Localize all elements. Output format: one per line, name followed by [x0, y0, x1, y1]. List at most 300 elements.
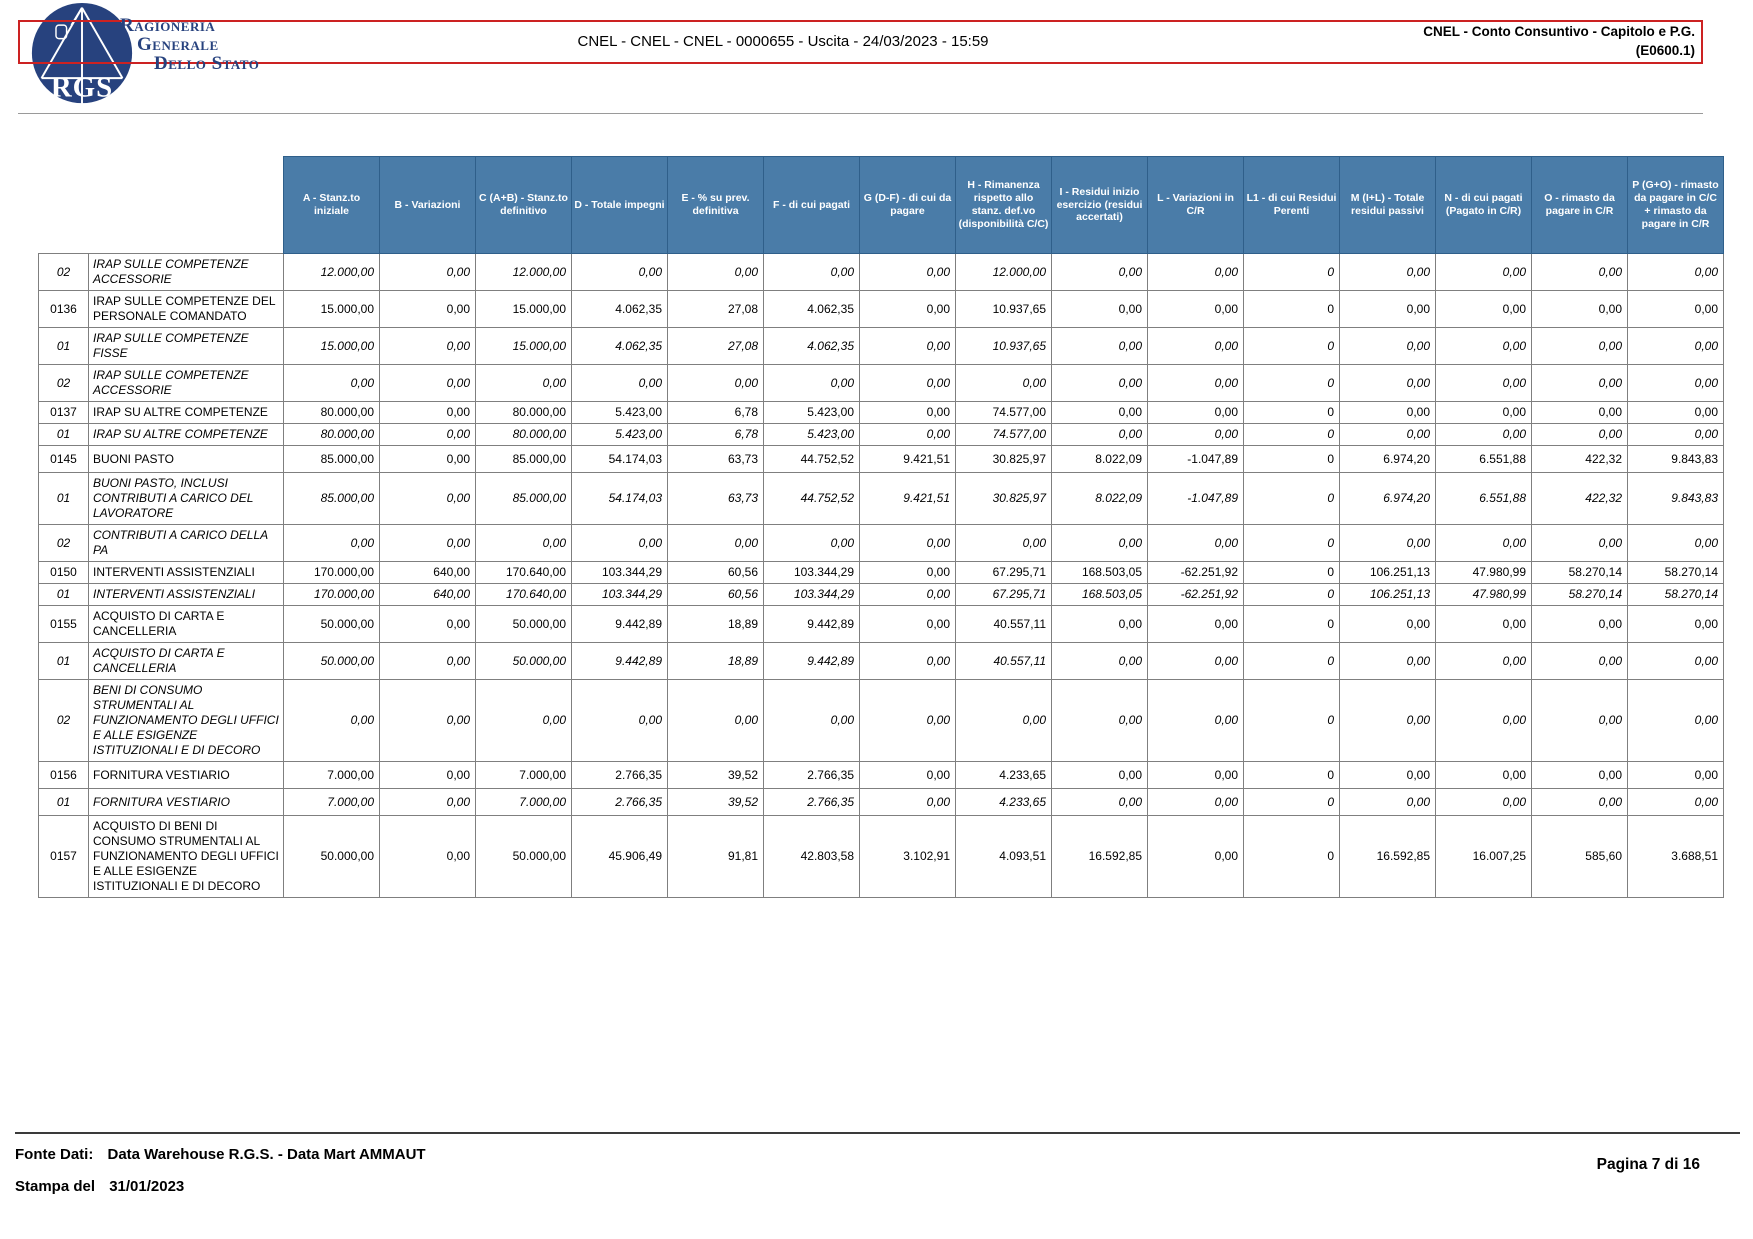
- data-cell: 54.174,03: [572, 473, 668, 525]
- data-cell: 40.557,11: [956, 606, 1052, 643]
- data-cell: 422,32: [1532, 446, 1628, 473]
- data-cell: 0,00: [1628, 424, 1724, 446]
- row-code: 0156: [39, 762, 89, 789]
- data-cell: 0: [1244, 789, 1340, 816]
- data-cell: 30.825,97: [956, 473, 1052, 525]
- row-description: ACQUISTO DI CARTA E CANCELLERIA: [89, 606, 284, 643]
- data-cell: 0,00: [860, 525, 956, 562]
- row-code: 02: [39, 365, 89, 402]
- data-cell: 0: [1244, 816, 1340, 898]
- data-cell: 4.093,51: [956, 816, 1052, 898]
- data-cell: 0,00: [1532, 254, 1628, 291]
- data-cell: 0,00: [764, 365, 860, 402]
- data-cell: 0,00: [572, 525, 668, 562]
- data-cell: 0,00: [380, 789, 476, 816]
- column-header-12: N - di cui pagati (Pagato in C/R): [1436, 157, 1532, 254]
- data-cell: 0,00: [1532, 762, 1628, 789]
- data-cell: 0,00: [1340, 643, 1436, 680]
- data-cell: 47.980,99: [1436, 584, 1532, 606]
- data-cell: 0,00: [1628, 789, 1724, 816]
- fonte-dati-label: Fonte Dati:: [15, 1146, 94, 1163]
- data-cell: 9.442,89: [572, 606, 668, 643]
- data-cell: 9.421,51: [860, 473, 956, 525]
- row-code: 01: [39, 643, 89, 680]
- data-cell: 67.295,71: [956, 562, 1052, 584]
- data-cell: 0,00: [764, 680, 860, 762]
- data-cell: 9.421,51: [860, 446, 956, 473]
- data-cell: 50.000,00: [284, 816, 380, 898]
- data-cell: 7.000,00: [284, 762, 380, 789]
- data-cell: 0,00: [1148, 606, 1244, 643]
- data-cell: 0,00: [1628, 606, 1724, 643]
- fonte-dati: [15, 1146, 426, 1163]
- data-cell: 91,81: [668, 816, 764, 898]
- column-header-10: L1 - di cui Residui Perenti: [1244, 157, 1340, 254]
- data-cell: 0,00: [1436, 762, 1532, 789]
- data-cell: 44.752,52: [764, 446, 860, 473]
- data-cell: 54.174,03: [572, 446, 668, 473]
- data-cell: 0,00: [572, 365, 668, 402]
- stampa-del-value: 31/01/2023: [109, 1178, 185, 1195]
- data-cell: 0,00: [1436, 291, 1532, 328]
- data-cell: 0,00: [284, 680, 380, 762]
- data-cell: 85.000,00: [476, 473, 572, 525]
- data-cell: 0,00: [1148, 680, 1244, 762]
- row-description: INTERVENTI ASSISTENZIALI: [89, 562, 284, 584]
- row-description: IRAP SULLE COMPETENZE ACCESSORIE: [89, 365, 284, 402]
- table-row: [39, 525, 1724, 562]
- data-cell: -62.251,92: [1148, 562, 1244, 584]
- row-code: 01: [39, 789, 89, 816]
- data-cell: 2.766,35: [764, 762, 860, 789]
- data-cell: 0,00: [1628, 328, 1724, 365]
- data-cell: 0,00: [1436, 328, 1532, 365]
- data-cell: 80.000,00: [476, 402, 572, 424]
- data-cell: 106.251,13: [1340, 584, 1436, 606]
- data-cell: 0,00: [1340, 680, 1436, 762]
- data-cell: 58.270,14: [1628, 562, 1724, 584]
- column-header-5: F - di cui pagati: [764, 157, 860, 254]
- fonte-dati-value: Data Warehouse R.G.S. - Data Mart AMMAUT: [107, 1146, 426, 1163]
- data-cell: 0,00: [1340, 402, 1436, 424]
- row-description: FORNITURA VESTIARIO: [89, 789, 284, 816]
- data-cell: 0,00: [860, 643, 956, 680]
- row-code: 0137: [39, 402, 89, 424]
- table-row: [39, 291, 1724, 328]
- data-cell: 27,08: [668, 291, 764, 328]
- data-cell: 0,00: [572, 680, 668, 762]
- report-title-line1: CNEL - Conto Consuntivo - Capitolo e P.G.: [1423, 24, 1695, 39]
- row-description: IRAP SULLE COMPETENZE DEL PERSONALE COMANDATO: [89, 291, 284, 328]
- data-cell: 0,00: [1436, 680, 1532, 762]
- data-cell: 0,00: [380, 365, 476, 402]
- data-cell: 5.423,00: [764, 402, 860, 424]
- data-cell: 5.423,00: [764, 424, 860, 446]
- report-title: [1423, 22, 1695, 60]
- data-cell: 0,00: [1052, 254, 1148, 291]
- row-description: INTERVENTI ASSISTENZIALI: [89, 584, 284, 606]
- column-header-13: O - rimasto da pagare in C/R: [1532, 157, 1628, 254]
- data-cell: 0,00: [1148, 762, 1244, 789]
- data-cell: 0,00: [956, 680, 1052, 762]
- org-name-line3: Dello Stato: [154, 53, 260, 74]
- data-cell: 168.503,05: [1052, 562, 1148, 584]
- data-cell: 0,00: [380, 424, 476, 446]
- data-cell: 8.022,09: [1052, 446, 1148, 473]
- data-cell: 0,00: [860, 789, 956, 816]
- data-cell: 0,00: [1148, 402, 1244, 424]
- data-cell: 0,00: [1532, 402, 1628, 424]
- data-cell: 0,00: [1532, 328, 1628, 365]
- data-cell: 0,00: [1052, 643, 1148, 680]
- data-cell: 0,00: [380, 402, 476, 424]
- data-cell: 0,00: [1052, 525, 1148, 562]
- data-cell: 0,00: [1052, 762, 1148, 789]
- column-header-2: C (A+B) - Stanz.to definitivo: [476, 157, 572, 254]
- data-cell: 50.000,00: [284, 606, 380, 643]
- data-cell: 6.551,88: [1436, 473, 1532, 525]
- column-header-7: H - Rimanenza rispetto allo stanz. def.vo (disponibilità C/C): [956, 157, 1052, 254]
- data-cell: 0: [1244, 762, 1340, 789]
- org-name-line1: Ragioneria: [120, 15, 216, 36]
- data-cell: 15.000,00: [284, 291, 380, 328]
- data-cell: 0,00: [1436, 365, 1532, 402]
- data-cell: 0,00: [1532, 643, 1628, 680]
- row-code: 02: [39, 525, 89, 562]
- data-cell: 0,00: [668, 680, 764, 762]
- data-cell: 170.000,00: [284, 562, 380, 584]
- data-cell: 50.000,00: [476, 816, 572, 898]
- data-cell: 0,00: [1148, 328, 1244, 365]
- page-number: Pagina 7 di 16: [1596, 1156, 1700, 1173]
- row-description: IRAP SU ALTRE COMPETENZE: [89, 424, 284, 446]
- data-cell: 39,52: [668, 762, 764, 789]
- row-code: 01: [39, 584, 89, 606]
- data-cell: 42.803,58: [764, 816, 860, 898]
- data-cell: 0,00: [764, 254, 860, 291]
- data-cell: 0,00: [1532, 365, 1628, 402]
- data-cell: 0,00: [764, 525, 860, 562]
- data-cell: 0,00: [1148, 525, 1244, 562]
- data-cell: 640,00: [380, 562, 476, 584]
- table-row: [39, 789, 1724, 816]
- data-cell: 0: [1244, 606, 1340, 643]
- row-code: 01: [39, 473, 89, 525]
- data-cell: 0,00: [860, 606, 956, 643]
- data-cell: 18,89: [668, 606, 764, 643]
- data-cell: 4.233,65: [956, 762, 1052, 789]
- data-cell: 0: [1244, 562, 1340, 584]
- data-cell: 0,00: [1532, 424, 1628, 446]
- data-cell: 0,00: [1628, 525, 1724, 562]
- data-cell: 58.270,14: [1628, 584, 1724, 606]
- data-cell: 3.688,51: [1628, 816, 1724, 898]
- report-table-container: [38, 156, 1724, 898]
- table-row: [39, 402, 1724, 424]
- data-cell: 47.980,99: [1436, 562, 1532, 584]
- column-header-4: E - % su prev. definitiva: [668, 157, 764, 254]
- row-code: 02: [39, 680, 89, 762]
- row-code: 0157: [39, 816, 89, 898]
- data-cell: 0,00: [1148, 424, 1244, 446]
- data-cell: 103.344,29: [572, 584, 668, 606]
- data-cell: 0,00: [1436, 525, 1532, 562]
- data-cell: 0,00: [1532, 789, 1628, 816]
- row-code: 0145: [39, 446, 89, 473]
- table-row: [39, 365, 1724, 402]
- data-cell: 50.000,00: [476, 643, 572, 680]
- data-cell: 10.937,65: [956, 328, 1052, 365]
- row-description: IRAP SULLE COMPETENZE ACCESSORIE: [89, 254, 284, 291]
- data-cell: 0: [1244, 254, 1340, 291]
- data-cell: 0,00: [860, 365, 956, 402]
- data-cell: 15.000,00: [476, 328, 572, 365]
- row-description: FORNITURA VESTIARIO: [89, 762, 284, 789]
- data-cell: 0: [1244, 424, 1340, 446]
- data-cell: 39,52: [668, 789, 764, 816]
- data-cell: 0,00: [284, 365, 380, 402]
- column-header-11: M (I+L) - Totale residui passivi: [1340, 157, 1436, 254]
- data-cell: 0,00: [1340, 328, 1436, 365]
- data-cell: 0,00: [860, 584, 956, 606]
- data-cell: 2.766,35: [572, 762, 668, 789]
- description-column-header: [89, 157, 284, 254]
- header-divider: [18, 113, 1703, 114]
- footer-divider: [15, 1132, 1740, 1134]
- data-cell: 0,00: [668, 254, 764, 291]
- row-description: ACQUISTO DI BENI DI CONSUMO STRUMENTALI AL FUNZIONAMENTO DEGLI UFFICI E ALLE ESIGENZE ISTITUZIONALI E DI DECORO: [89, 816, 284, 898]
- data-cell: 0,00: [860, 402, 956, 424]
- data-cell: 0,00: [476, 680, 572, 762]
- data-cell: 0,00: [1148, 254, 1244, 291]
- data-cell: 0,00: [380, 525, 476, 562]
- row-description: ACQUISTO DI CARTA E CANCELLERIA: [89, 643, 284, 680]
- report-title-line2: (E0600.1): [1635, 43, 1695, 58]
- column-header-8: I - Residui inizio esercizio (residui accertati): [1052, 157, 1148, 254]
- data-cell: 0,00: [1340, 606, 1436, 643]
- data-cell: 0,00: [380, 446, 476, 473]
- data-cell: 640,00: [380, 584, 476, 606]
- row-code: 0136: [39, 291, 89, 328]
- data-cell: 0,00: [1436, 254, 1532, 291]
- data-cell: 4.062,35: [764, 291, 860, 328]
- data-cell: 0,00: [860, 254, 956, 291]
- data-cell: 422,32: [1532, 473, 1628, 525]
- data-cell: 50.000,00: [476, 606, 572, 643]
- data-cell: 0,00: [1628, 762, 1724, 789]
- data-cell: 3.102,91: [860, 816, 956, 898]
- stampa-del: [15, 1178, 184, 1195]
- data-cell: 12.000,00: [284, 254, 380, 291]
- data-cell: 0,00: [476, 525, 572, 562]
- data-cell: 0,00: [1532, 291, 1628, 328]
- data-cell: 80.000,00: [476, 424, 572, 446]
- column-header-14: P (G+O) - rimasto da pagare in C/C + rimasto da pagare in C/R: [1628, 157, 1724, 254]
- table-row: [39, 584, 1724, 606]
- row-description: IRAP SU ALTRE COMPETENZE: [89, 402, 284, 424]
- data-cell: 58.270,14: [1532, 584, 1628, 606]
- data-cell: 0,00: [860, 762, 956, 789]
- data-cell: 0: [1244, 402, 1340, 424]
- data-cell: 0,00: [380, 254, 476, 291]
- document-title: CNEL - CNEL - CNEL - 0000655 - Uscita - 24/03/2023 - 15:59: [577, 33, 989, 50]
- data-cell: 0,00: [380, 816, 476, 898]
- data-cell: 0,00: [668, 365, 764, 402]
- data-cell: 0,00: [1532, 680, 1628, 762]
- data-cell: 9.442,89: [572, 643, 668, 680]
- data-cell: 0,00: [1052, 789, 1148, 816]
- data-cell: 103.344,29: [764, 584, 860, 606]
- data-cell: 0,00: [1628, 291, 1724, 328]
- data-cell: 0,00: [1052, 291, 1148, 328]
- data-cell: 0,00: [1052, 402, 1148, 424]
- data-cell: 0,00: [1052, 328, 1148, 365]
- row-code: 02: [39, 254, 89, 291]
- data-cell: 0: [1244, 584, 1340, 606]
- table-row: [39, 606, 1724, 643]
- data-cell: 0,00: [1148, 365, 1244, 402]
- data-cell: 0,00: [956, 525, 1052, 562]
- data-cell: 0,00: [1628, 402, 1724, 424]
- report-table: [38, 156, 1724, 898]
- table-row: [39, 680, 1724, 762]
- data-cell: 0,00: [860, 562, 956, 584]
- table-row: [39, 446, 1724, 473]
- data-cell: 0,00: [1340, 789, 1436, 816]
- data-cell: 9.442,89: [764, 606, 860, 643]
- data-cell: 0,00: [380, 606, 476, 643]
- data-cell: 0,00: [1436, 424, 1532, 446]
- data-cell: 0,00: [1628, 365, 1724, 402]
- data-cell: 40.557,11: [956, 643, 1052, 680]
- data-cell: 0,00: [1628, 254, 1724, 291]
- data-cell: 0,00: [380, 328, 476, 365]
- column-header-9: L - Variazioni in C/R: [1148, 157, 1244, 254]
- data-cell: 60,56: [668, 584, 764, 606]
- data-cell: 2.766,35: [764, 789, 860, 816]
- data-cell: 6.551,88: [1436, 446, 1532, 473]
- data-cell: 9.843,83: [1628, 446, 1724, 473]
- data-cell: -62.251,92: [1148, 584, 1244, 606]
- data-cell: 4.062,35: [572, 328, 668, 365]
- row-description: CONTRIBUTI A CARICO DELLA PA: [89, 525, 284, 562]
- data-cell: 0,00: [1532, 606, 1628, 643]
- data-cell: 4.233,65: [956, 789, 1052, 816]
- data-cell: 0: [1244, 446, 1340, 473]
- table-row: [39, 643, 1724, 680]
- data-cell: 60,56: [668, 562, 764, 584]
- data-cell: 4.062,35: [572, 291, 668, 328]
- data-cell: 0,00: [1436, 643, 1532, 680]
- row-description: BENI DI CONSUMO STRUMENTALI AL FUNZIONAMENTO DEGLI UFFICI E ALLE ESIGENZE ISTITUZIONALI E DI DECORO: [89, 680, 284, 762]
- data-cell: 0: [1244, 643, 1340, 680]
- column-header-6: G (D-F) - di cui da pagare: [860, 157, 956, 254]
- data-cell: 0,00: [1340, 762, 1436, 789]
- data-cell: 0,00: [860, 680, 956, 762]
- data-cell: 8.022,09: [1052, 473, 1148, 525]
- data-cell: 0,00: [380, 762, 476, 789]
- data-cell: 0,00: [1532, 525, 1628, 562]
- data-cell: 0,00: [1436, 789, 1532, 816]
- data-cell: 7.000,00: [284, 789, 380, 816]
- table-header-row: [39, 157, 1724, 254]
- row-description: BUONI PASTO: [89, 446, 284, 473]
- data-cell: 585,60: [1532, 816, 1628, 898]
- data-cell: 0,00: [1628, 643, 1724, 680]
- row-description: BUONI PASTO, INCLUSI CONTRIBUTI A CARICO DEL LAVORATORE: [89, 473, 284, 525]
- data-cell: 0,00: [1148, 643, 1244, 680]
- data-cell: 74.577,00: [956, 424, 1052, 446]
- data-cell: 74.577,00: [956, 402, 1052, 424]
- data-cell: 7.000,00: [476, 762, 572, 789]
- data-cell: 44.752,52: [764, 473, 860, 525]
- data-cell: 0,00: [668, 525, 764, 562]
- data-cell: 0,00: [380, 473, 476, 525]
- data-cell: 0,00: [1436, 402, 1532, 424]
- data-cell: 0,00: [1148, 291, 1244, 328]
- data-cell: 0,00: [1148, 789, 1244, 816]
- data-cell: 0,00: [1148, 816, 1244, 898]
- data-cell: 7.000,00: [476, 789, 572, 816]
- data-cell: 63,73: [668, 473, 764, 525]
- table-row: [39, 424, 1724, 446]
- data-cell: 0: [1244, 473, 1340, 525]
- data-cell: 106.251,13: [1340, 562, 1436, 584]
- data-cell: 6.974,20: [1340, 473, 1436, 525]
- row-code: 0155: [39, 606, 89, 643]
- data-cell: 30.825,97: [956, 446, 1052, 473]
- data-cell: 0,00: [284, 525, 380, 562]
- data-cell: 0,00: [860, 291, 956, 328]
- row-description: IRAP SULLE COMPETENZE FISSE: [89, 328, 284, 365]
- table-row: [39, 328, 1724, 365]
- stampa-del-label: Stampa del: [15, 1178, 96, 1195]
- data-cell: 80.000,00: [284, 424, 380, 446]
- data-cell: 0,00: [956, 365, 1052, 402]
- data-cell: 15.000,00: [476, 291, 572, 328]
- row-code: 01: [39, 424, 89, 446]
- data-cell: 9.843,83: [1628, 473, 1724, 525]
- data-cell: 0,00: [860, 424, 956, 446]
- data-cell: 12.000,00: [956, 254, 1052, 291]
- table-row: [39, 473, 1724, 525]
- data-cell: 0,00: [1436, 606, 1532, 643]
- data-cell: 10.937,65: [956, 291, 1052, 328]
- table-row: [39, 762, 1724, 789]
- data-cell: 0,00: [476, 365, 572, 402]
- data-cell: 4.062,35: [764, 328, 860, 365]
- row-code: 01: [39, 328, 89, 365]
- data-cell: 16.007,25: [1436, 816, 1532, 898]
- data-cell: 0,00: [1340, 291, 1436, 328]
- data-cell: 27,08: [668, 328, 764, 365]
- data-cell: 85.000,00: [284, 473, 380, 525]
- data-cell: 12.000,00: [476, 254, 572, 291]
- data-cell: 0,00: [860, 328, 956, 365]
- data-cell: 5.423,00: [572, 424, 668, 446]
- data-cell: 80.000,00: [284, 402, 380, 424]
- data-cell: 18,89: [668, 643, 764, 680]
- column-header-1: B - Variazioni: [380, 157, 476, 254]
- data-cell: 170.640,00: [476, 562, 572, 584]
- data-cell: 67.295,71: [956, 584, 1052, 606]
- data-cell: 0,00: [1628, 680, 1724, 762]
- data-cell: 50.000,00: [284, 643, 380, 680]
- data-cell: 85.000,00: [476, 446, 572, 473]
- data-cell: 0: [1244, 291, 1340, 328]
- data-cell: -1.047,89: [1148, 473, 1244, 525]
- column-header-0: A - Stanz.to iniziale: [284, 157, 380, 254]
